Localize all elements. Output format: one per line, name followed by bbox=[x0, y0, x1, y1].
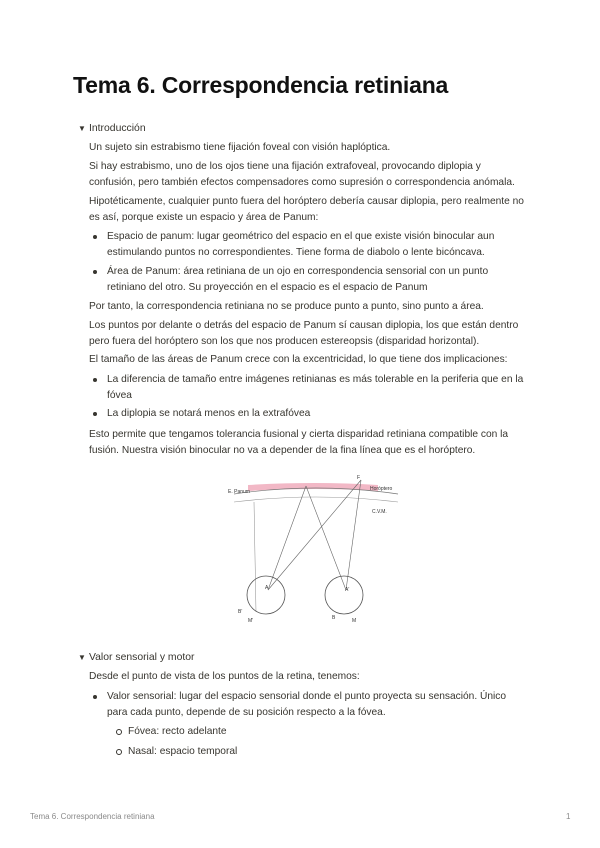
list-item-text: Nasal: espacio temporal bbox=[128, 746, 238, 757]
list-item-text: Valor sensorial: lugar del espacio sensorial donde el punto proyecta su sensación. Único para cada punto, depende de su posición respecto a la fóvea. bbox=[107, 691, 507, 718]
sub-list-item bbox=[116, 744, 526, 760]
projection-line bbox=[346, 480, 361, 590]
circle-bullet-icon bbox=[116, 729, 122, 735]
paragraph: Desde el punto de vista de los puntos de la retina, tenemos: bbox=[89, 671, 360, 682]
bullet-icon bbox=[93, 270, 97, 274]
label-aprime: A' bbox=[345, 587, 350, 593]
label-cvm: C.V.M. bbox=[372, 509, 387, 515]
bullet-icon bbox=[93, 412, 97, 416]
projection-line bbox=[268, 486, 306, 590]
paragraph: Hipotéticamente, cualquier punto fuera del horóptero debería causar diplopia, pero realmente no es así, porque existe un espacio y área de Panum: bbox=[89, 196, 524, 223]
list-item-text: Área de Panum: área retiniana de un ojo en correspondencia sensorial con un punto retiniano del otro. Su proyección en el espacio es el espacio de Panum bbox=[107, 266, 489, 293]
bullet-icon bbox=[93, 378, 97, 382]
triangle-down-icon: ▼ bbox=[78, 653, 86, 662]
list-item-text: La diplopia se notará menos en la extrafóvea bbox=[107, 408, 311, 419]
page-number: 1 bbox=[566, 812, 571, 821]
label-panum: E. Panum bbox=[228, 489, 250, 495]
toggle-introduccion[interactable] bbox=[78, 123, 146, 134]
sub-list-item bbox=[116, 724, 526, 740]
right-eye bbox=[325, 576, 363, 614]
list-item bbox=[93, 406, 529, 422]
label-m1: M' bbox=[248, 618, 254, 624]
projection-line bbox=[254, 502, 256, 612]
list-item-text: Espacio de panum: lugar geométrico del espacio en el que existe visión binocular aun estimulando puntos no correspondientes. Tiene forma de diabolo o lente bicóncava. bbox=[107, 231, 495, 258]
list-item bbox=[93, 689, 529, 720]
panum-diagram bbox=[226, 472, 406, 630]
bullet-icon bbox=[93, 695, 97, 699]
toggle-valor-sensorial[interactable] bbox=[78, 652, 194, 663]
label-bp: B bbox=[332, 615, 336, 621]
page-title: Tema 6. Correspondencia retiniana bbox=[73, 72, 449, 98]
triangle-down-icon: ▼ bbox=[78, 124, 86, 133]
list-item bbox=[93, 264, 529, 295]
toggle-heading: Valor sensorial y motor bbox=[89, 652, 195, 663]
label-f: F bbox=[357, 475, 361, 481]
paragraph: Un sujeto sin estrabismo tiene fijación foveal con visión haplóptica. bbox=[89, 142, 391, 153]
panum-diagram-svg bbox=[226, 472, 406, 630]
bullet-icon bbox=[93, 235, 97, 239]
list-item bbox=[93, 229, 529, 260]
paragraph: Los puntos por delante o detrás del espacio de Panum sí causan diplopia, los que están dentro pero fuera del horóptero son los que nos producen estereopsis (disparidad horizontal). bbox=[89, 320, 519, 347]
left-eye bbox=[247, 576, 285, 614]
paragraph: Si hay estrabismo, uno de los ojos tiene una fijación extrafoveal, provocando diplopia y confusión, pero también efectos compensadores como supresión o correspondencia anómala. bbox=[89, 161, 515, 188]
label-b: B' bbox=[238, 609, 243, 615]
toggle-heading: Introducción bbox=[89, 123, 146, 134]
paragraph: Por tanto, la correspondencia retiniana no se produce punto a punto, sino punto a área. bbox=[89, 301, 484, 312]
paragraph: Esto permite que tengamos tolerancia fusional y cierta disparidad retiniana compatible con la fusión. Nuestra visión binocular no va a depender de la fina línea que es el horóptero. bbox=[89, 429, 509, 456]
footer-title: Tema 6. Correspondencia retiniana bbox=[30, 812, 155, 821]
list-item-text: La diferencia de tamaño entre imágenes retinianas es más tolerable en la periferia que en la fóvea bbox=[107, 374, 524, 401]
paragraph: El tamaño de las áreas de Panum crece con la excentricidad, lo que tiene dos implicaciones: bbox=[89, 354, 508, 365]
list-item-text: Fóvea: recto adelante bbox=[128, 726, 227, 737]
circle-bullet-icon bbox=[116, 749, 122, 755]
label-a: A bbox=[265, 585, 269, 591]
label-horoptero: Horóptero bbox=[370, 486, 393, 492]
cvm-curve bbox=[234, 497, 398, 502]
projection-line bbox=[268, 480, 361, 590]
label-m3: M bbox=[352, 618, 357, 624]
list-item bbox=[93, 372, 529, 403]
